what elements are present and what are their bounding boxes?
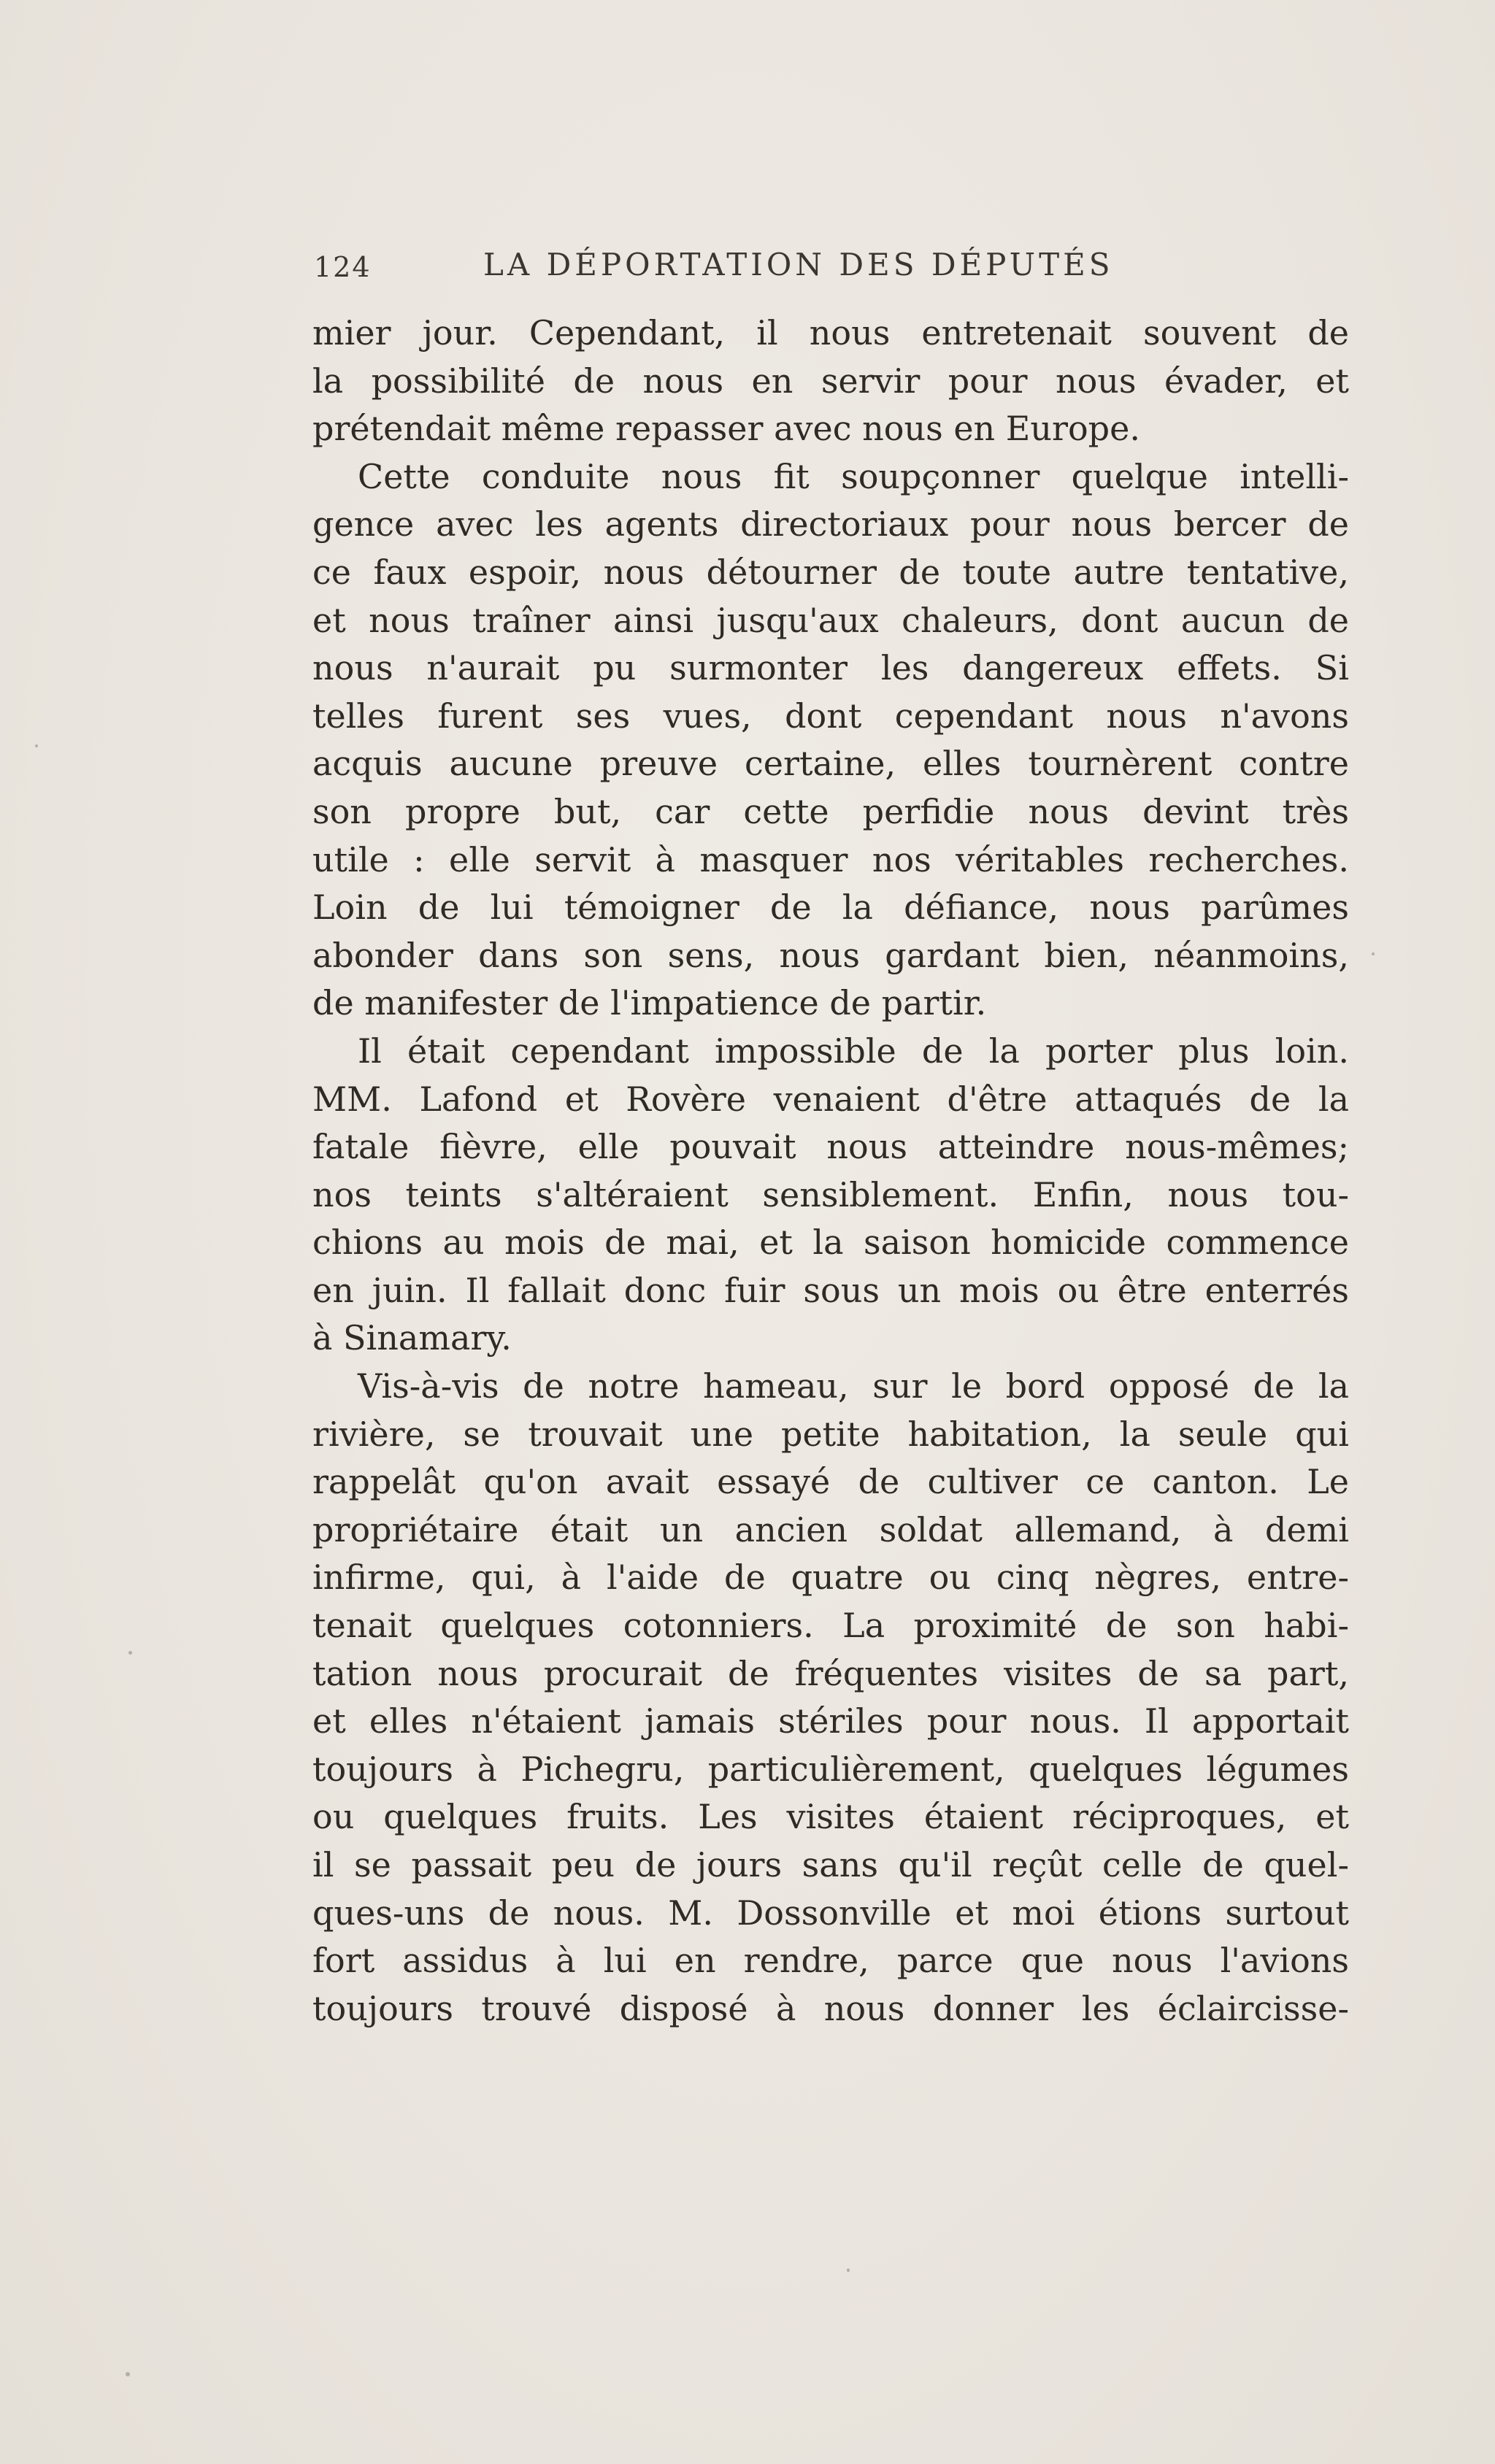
text-line: il se passait peu de jours sans qu'il reçût celle de quel- [312,1845,1349,1884]
text-line: toujours à Pichegru, particulièrement, quelques légumes [312,1749,1349,1789]
text-line: mier jour. Cependant, il nous entretenait souvent de [312,313,1349,353]
text-line: propriétaire était un ancien soldat allemand, à demi [312,1509,1349,1549]
text-line: la possibilité de nous en servir pour nous évader, et [312,361,1349,401]
text-line: acquis aucune preuve certaine, elles tournèrent contre [312,744,1349,784]
running-head [314,245,1350,289]
page-number: 124 [314,251,372,283]
text-line: à Sinamary. [312,1318,512,1358]
text-line: Vis-à-vis de notre hameau, sur le bord opposé de la [358,1366,1349,1406]
paper-speck [128,1651,132,1655]
paper-speck [35,744,38,747]
text-line: ques-uns de nous. M. Dossonville et moi étions surtout [312,1893,1349,1933]
text-line: gence avec les agents directoriaux pour nous bercer de [312,504,1349,544]
text-line: tation nous procurait de fréquentes visites de sa part, [312,1653,1349,1693]
text-line: fort assidus à lui en rendre, parce que nous l'avions [312,1941,1349,1981]
text-line: tenait quelques cotonniers. La proximité de son habi- [312,1606,1349,1646]
text-line: nos teints s'altéraient sensiblement. Enfin, nous tou- [312,1174,1349,1214]
text-line: toujours trouvé disposé à nous donner les éclaircisse- [312,1988,1349,2028]
text-line: Il était cependant impossible de la porter plus loin. [358,1031,1349,1071]
text-line: nous n'aurait pu surmonter les dangereux effets. Si [312,648,1349,688]
text-line: telles furent ses vues, dont cependant nous n'avons [312,696,1349,736]
body-text [312,309,1349,2033]
text-line: en juin. Il fallait donc fuir sous un mois ou être enterrés [312,1270,1349,1310]
text-line: utile : elle servit à masquer nos véritables recherches. [312,839,1349,879]
text-line: ou quelques fruits. Les visites étaient réciproques, et [312,1797,1349,1837]
text-line: ce faux espoir, nous détourner de toute autre tentative, [312,552,1349,592]
paper-speck [1372,952,1375,955]
text-line: son propre but, car cette perfidie nous devint très [312,791,1349,831]
text-line: fatale fièvre, elle pouvait nous atteindre nous-mêmes; [312,1127,1349,1167]
text-line: et elles n'étaient jamais stériles pour nous. Il apportait [312,1701,1349,1741]
text-line: de manifester de l'impatience de partir. [312,983,987,1023]
paper-speck [847,2268,850,2272]
text-line: MM. Lafond et Rovère venaient d'être attaqués de la [312,1079,1349,1119]
text-line: et nous traîner ainsi jusqu'aux chaleurs, dont aucun de [312,600,1349,640]
text-line: Cette conduite nous fit soupçonner quelque intelli- [358,456,1349,496]
text-line: rivière, se trouvait une petite habitation, la seule qui [312,1414,1349,1454]
text-line: rappelât qu'on avait essayé de cultiver ce canton. Le [312,1462,1349,1502]
paper-speck [126,2372,130,2376]
text-line: Loin de lui témoigner de la défiance, nous parûmes [312,888,1349,928]
text-line: prétendait même repasser avec nous en Europe. [312,409,1140,449]
text-line: infirme, qui, à l'aide de quatre ou cinq nègres, entre- [312,1558,1349,1598]
text-line: chions au mois de mai, et la saison homicide commence [312,1223,1349,1263]
running-title: LA DÉPORTATION DES DÉPUTÉS [483,247,1114,282]
text-line: abonder dans son sens, nous gardant bien, néanmoins, [312,935,1349,975]
